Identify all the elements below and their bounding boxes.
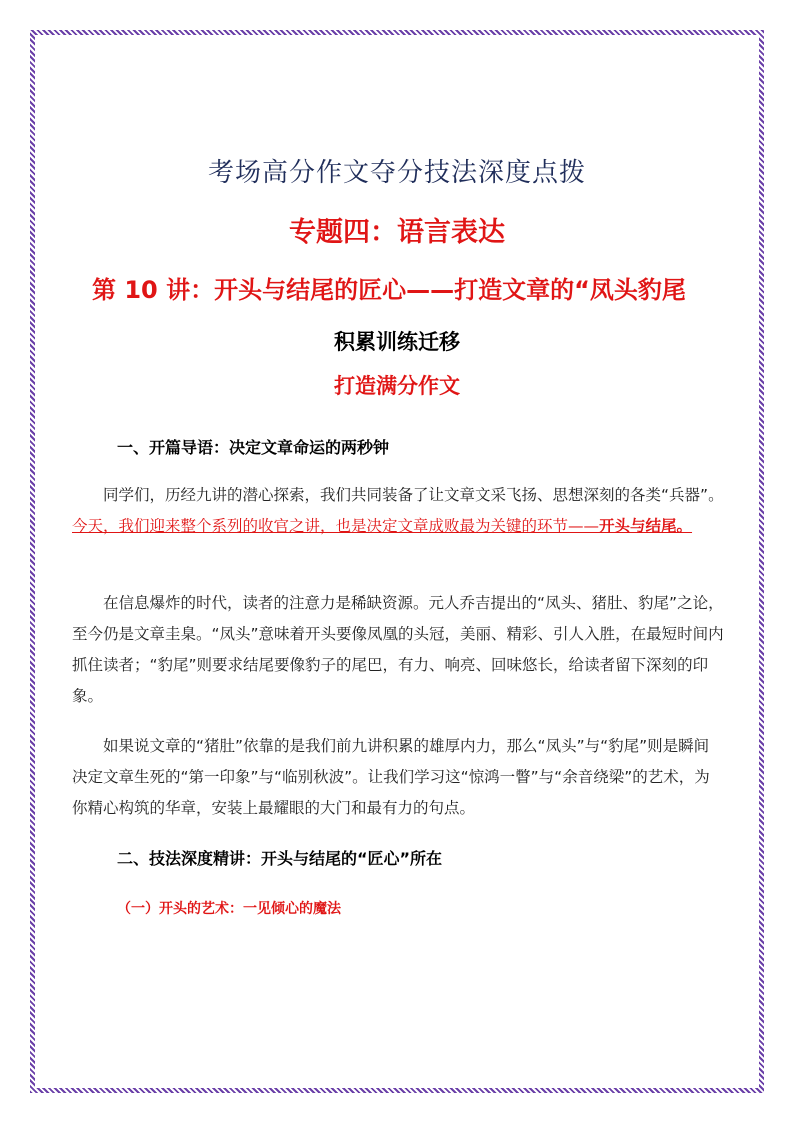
paragraph-3: 如果说文章的“猪肚”依靠的是我们前九讲积累的雄厚内力，那么“凤头”与“豹尾”则是瞬间决定文章生死的“第一印象”与“临别秋波”。让我们学习这“惊鸿一瞥”与“余音绕梁”的艺术，为你精心构筑的华章，安装上最耀眼的大门和最有力的句点。 [72, 737, 710, 817]
subtitle-2: 打造满分作文 [334, 374, 460, 398]
section-heading-2: 二、技法深度精讲：开头与结尾的“匠心”所在 [117, 849, 443, 868]
paragraph-1-highlight-text: 今天，我们迎来整个系列的收官之讲，也是决定文章成败最为关键的环节—— [72, 517, 600, 535]
subtitle: 积累训练迁移 [334, 330, 460, 354]
section-heading-1: 一、开篇导语：决定文章命运的两秒钟 [117, 438, 390, 457]
page-border [30, 30, 764, 1093]
lecture-name: 开头与结尾的匠心——打造文章的“凤头豹尾 [214, 276, 686, 304]
topic-title: 专题四：语言表达 [289, 217, 505, 248]
document-title: 考场高分作文夺分技法深度点拨 [207, 158, 586, 188]
paragraph-1-highlight [72, 517, 692, 535]
lecture-title [92, 270, 686, 305]
paragraph-1-highlight-bold: 开头与结尾。 [599, 517, 693, 535]
subsection-heading-1: （一）开头的艺术：一见倾心的魔法 [117, 901, 341, 917]
paragraph-2: 在信息爆炸的时代，读者的注意力是稀缺资源。元人乔吉提出的“凤头、猪肚、豹尾”之论，至今仍是文章圭臬。“凤头”意味着开头要像凤凰的头冠，美丽、精彩、引人入胜，在最短时间内抓住读者；“豹尾”则要求结尾要像豹子的尾巴，有力、响亮、回味悠长，给读者留下深刻的印象。 [72, 594, 724, 705]
lecture-prefix: 第 10 讲： [92, 276, 215, 304]
paragraph-1-text: 同学们，历经九讲的潜心探索，我们共同装备了让文章文采飞扬、思想深刻的各类“兵器”。 [103, 486, 724, 504]
paragraph-1 [72, 480, 724, 542]
